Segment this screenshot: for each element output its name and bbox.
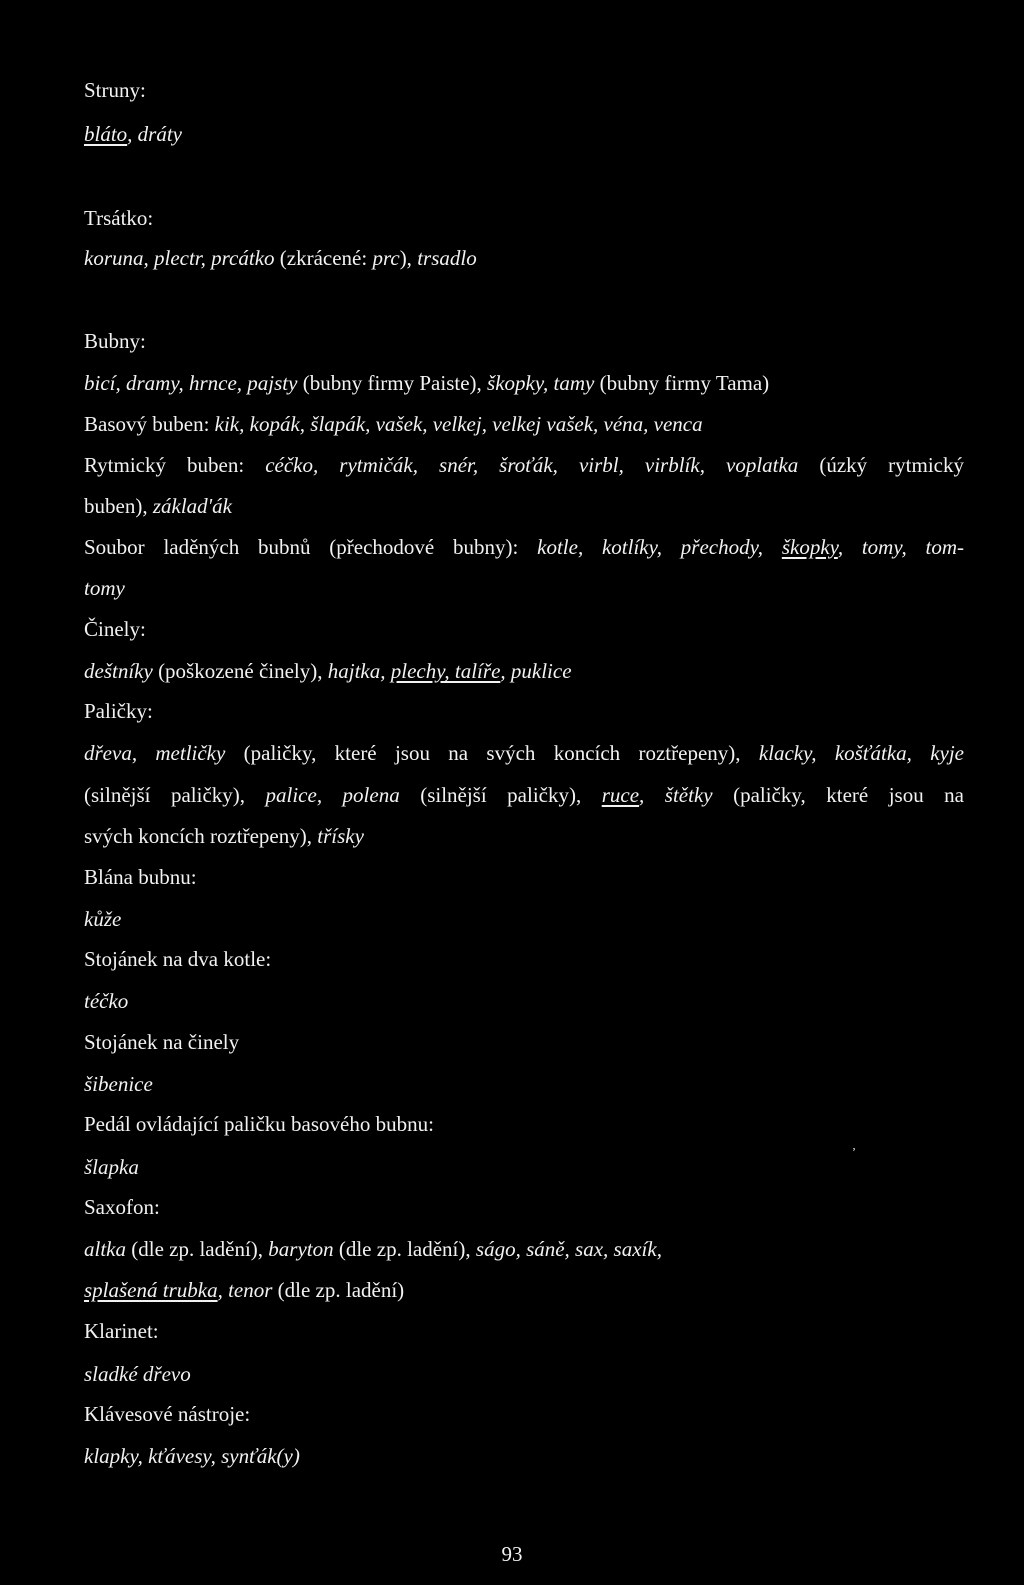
term-text: , tenor: [217, 1278, 273, 1302]
terms-soubor-cont: [84, 578, 125, 599]
heading-text: Činely:: [84, 617, 146, 641]
note-text: (paličky, které jsou na svých koncích roztřepeny),: [225, 741, 759, 765]
note-text: (dle zp. ladění): [272, 1278, 405, 1302]
heading-text: Struny:: [84, 78, 146, 102]
heading-text: Stojánek na dva kotle:: [84, 947, 272, 971]
heading-text: Saxofon:: [84, 1195, 160, 1219]
term-text: kotle, kotlíky, přechody,: [537, 535, 782, 559]
term-text: škopky, tamy: [487, 371, 595, 395]
terms-trsatko: [84, 248, 477, 269]
term-text: kůže: [84, 907, 122, 931]
term-text: koruna, plectr, prcátko: [84, 246, 275, 270]
term-text: trsadlo: [417, 246, 477, 270]
page-number: 93: [501, 1542, 523, 1566]
note-text: (silnější paličky),: [399, 783, 602, 807]
term-text: základ'ák: [152, 494, 232, 518]
term-text: , tomy, tom-: [837, 535, 965, 559]
term-text: třísky: [317, 824, 364, 848]
terms-struny: [84, 124, 182, 145]
term-underlined: splašená trubka: [84, 1278, 218, 1302]
note-text: (úzký rytmický: [798, 453, 965, 477]
note-text: (silnější paličky),: [84, 783, 266, 807]
term-text: , štětky: [639, 783, 713, 807]
term-text: klacky, košťátka, kyje: [758, 741, 964, 765]
label-text: Basový buben:: [84, 412, 215, 436]
heading-klarinet: [84, 1321, 159, 1342]
terms-saxofon-cont: [84, 1280, 404, 1301]
heading-palicky: [84, 701, 153, 722]
note-text: (bubny firmy Tama): [594, 371, 770, 395]
heading-text: Pedál ovládající paličku basového bubnu:: [84, 1112, 434, 1136]
terms-palicky: [84, 743, 964, 764]
terms-stojanek-cinely: [84, 1074, 153, 1095]
heading-stojanek-cinely: [84, 1032, 239, 1053]
term-text: téčko: [84, 989, 129, 1013]
terms-basovy-buben: [84, 414, 703, 435]
terms-saxofon: [84, 1239, 662, 1260]
term-text: kik, kopák, šlapák, vašek, velkej, velkej vašek, véna, venca: [214, 412, 703, 436]
note-text: (poškozené činely),: [152, 659, 328, 683]
term-underlined: škopky: [781, 535, 838, 559]
term-underlined: plechy, talíře: [390, 659, 501, 683]
note-text: (zkrácené:: [274, 246, 373, 270]
terms-pedal: [84, 1157, 139, 1178]
heading-text: Paličky:: [84, 699, 153, 723]
terms-palicky-end: [84, 826, 364, 847]
term-text: bicí, dramy, hrnce, pajsty: [84, 371, 298, 395]
heading-struny: [84, 80, 146, 101]
term-text: šibenice: [84, 1072, 153, 1096]
term-underlined: bláto: [84, 122, 128, 146]
heading-text: Trsátko:: [84, 206, 154, 230]
term-text: palice, polena: [265, 783, 400, 807]
term-text: hajtka,: [327, 659, 391, 683]
note-text: buben),: [84, 494, 153, 518]
note-text: (dle zp. ladění),: [126, 1237, 269, 1261]
terms-klavesove: [84, 1446, 300, 1467]
term-text: prc: [372, 246, 400, 270]
term-text: altka: [84, 1237, 126, 1261]
terms-bubny: [84, 373, 769, 394]
heading-text: Klávesové nástroje:: [84, 1402, 251, 1426]
note-text: (bubny firmy Paiste),: [297, 371, 488, 395]
term-text: baryton: [268, 1237, 334, 1261]
heading-bubny: [84, 331, 146, 352]
term-text: céčko, rytmičák, snér, šroťák, virbl, virblík, voplatka: [265, 453, 799, 477]
terms-soubor: [84, 537, 964, 558]
term-text: deštníky: [84, 659, 153, 683]
terms-cinely: [84, 661, 572, 682]
heading-blana: [84, 867, 197, 888]
term-text: dřeva, metličky: [84, 741, 226, 765]
terms-rytmicky-buben-cont: [84, 496, 232, 517]
heading-klavesove: [84, 1404, 250, 1425]
heading-pedal: [84, 1114, 434, 1135]
heading-trsatko: [84, 208, 153, 229]
note-text: ),: [399, 246, 418, 270]
heading-saxofon: [84, 1197, 160, 1218]
term-text: , dráty: [127, 122, 182, 146]
terms-palicky-cont: [84, 785, 964, 806]
terms-stojanek-kotle: [84, 991, 128, 1012]
note-text: svých koncích roztřepeny),: [84, 824, 318, 848]
heading-text: Klarinet:: [84, 1319, 159, 1343]
terms-klarinet: [84, 1364, 191, 1385]
heading-text: Blána bubnu:: [84, 865, 197, 889]
term-text: , puklice: [500, 659, 572, 683]
note-text: (dle zp. ladění),: [333, 1237, 476, 1261]
label-text: Soubor laděných bubnů (přechodové bubny):: [84, 535, 538, 559]
term-text: tomy: [84, 576, 125, 600]
heading-text: Bubny:: [84, 329, 146, 353]
term-text: ságo, sáně, sax, saxík,: [475, 1237, 662, 1261]
heading-cinely: [84, 619, 146, 640]
term-text: klapky, kťávesy, synťák(y): [84, 1444, 300, 1468]
label-text: Rytmický buben:: [84, 453, 266, 477]
term-text: sladké dřevo: [84, 1362, 191, 1386]
terms-blana: [84, 909, 121, 930]
terms-rytmicky-buben: [84, 455, 964, 476]
stray-mark: ‚: [852, 1138, 856, 1152]
term-text: šlapka: [84, 1155, 139, 1179]
heading-text: Stojánek na činely: [84, 1030, 240, 1054]
term-underlined: ruce: [601, 783, 640, 807]
note-text: (paličky, které jsou na: [712, 783, 964, 807]
heading-stojanek-kotle: [84, 949, 271, 970]
